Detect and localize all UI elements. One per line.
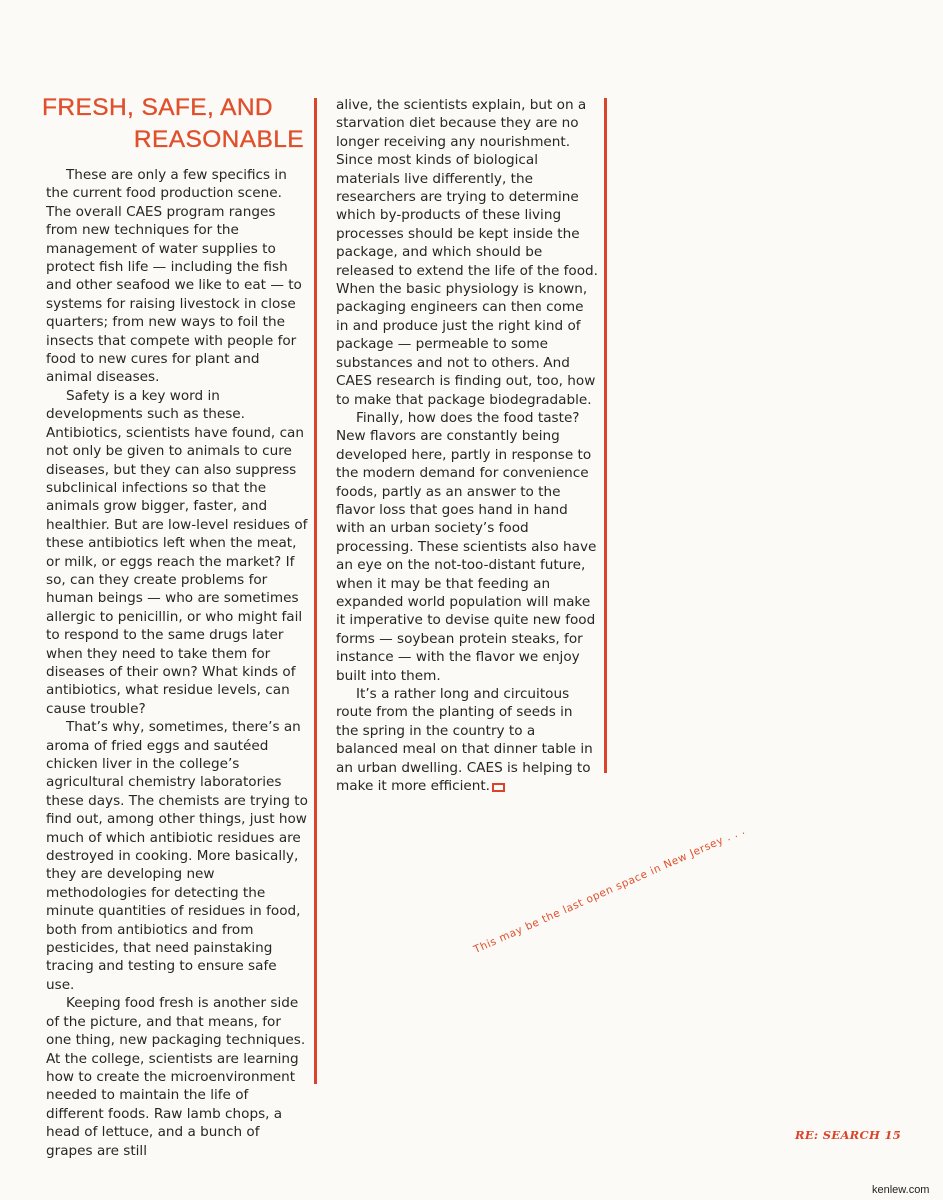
watermark: kenlew.com <box>872 1184 930 1196</box>
title-line-1: FRESH, SAFE, AND <box>42 94 274 121</box>
paragraph: Finally, how does the food taste? New flavors are constantly being developed here, partly in response to the modern demand for convenience foods, partly as an answer to the flavor loss that goes hand in hand with an urban society’s food processing. These scientists also have an eye on the not-too-distant future, when it may be that feeding an expanded world population will make it imperative to devise quite new food forms — soybean protein steaks, for instance — with the flavor we enjoy built into them. <box>336 409 597 684</box>
end-mark-icon <box>492 783 505 792</box>
paragraph-final <box>336 685 598 795</box>
paragraph: Safety is a key word in developments such as these. Antibiotics, scientists have found, can not only be given to animals to cure diseases, but they can also suppress subclinical infections so that the animals grow bigger, faster, and healthier. But are low-level residues of these antibiotics left when the meat, or milk, or eggs reach the market? If so, can they create problems for human beings — who are sometimes allergic to penicillin, or who might fail to respond to the same drugs later when they need to take them for diseases of their own? What kinds of antibiotics, what residue levels, can cause trouble? <box>46 387 308 717</box>
page-folio: RE: SEARCH 15 <box>795 1128 902 1142</box>
article-title <box>42 92 304 156</box>
title-line-2: REASONABLE <box>133 126 304 153</box>
paragraph: Keeping food fresh is another side of the picture, and that means, for one thing, new packaging techniques. At the college, scientists are learning how to create the microenvironment needed to maintain the life of different foods. Raw lamb chops, a head of lettuce, and a bunch of grapes are still <box>46 995 306 1159</box>
photo-caption: This may be the last open space in New Jersey . . . <box>472 824 748 956</box>
final-paragraph-text: It’s a rather long and circuitous route from the planting of seeds in the spring in the country to a balanced meal on that dinner table in an urban dwelling. CAES is helping to make it more efficient. <box>336 686 593 795</box>
paragraph-continued: alive, the scientists explain, but on a starvation diet because they are no longer receiving any nourishment. Since most kinds of biological materials live differently, the researchers are trying to determine which by-products of these living processes should be kept inside the package, and which should be released to extend the life of the food. When the basic physiology is known, packaging engineers can then come in and produce just the right kind of package — permeable to some substances and not to others. And CAES research is finding out, too, how to make that package biodegradable. <box>336 97 598 408</box>
text-column-1 <box>46 166 308 1160</box>
paragraph: These are only a few specifics in the current food production scene. The overall CAES program ranges from new techniques for the management of water supplies to protect fish life — including the fish and other seafood we like to eat — to systems for raising livestock in close quarters; from new ways to foil the insects that compete with people for food to new cures for plant and animal diseases. <box>46 167 302 386</box>
column-rule-left <box>314 98 317 1084</box>
column-rule-right <box>604 98 607 773</box>
paragraph: That’s why, sometimes, there’s an aroma of fried eggs and sautéed chicken liver in the college’s agricultural chemistry laboratories these days. The chemists are trying to find out, among other things, just how much of which antibiotic residues are destroyed in cooking. More basically, they are developing new methodologies for detecting the minute quantities of residues in food, both from antibiotics and from pesticides, that need painstaking tracing and testing to ensure safe use. <box>46 719 308 993</box>
text-column-2 <box>336 96 598 795</box>
